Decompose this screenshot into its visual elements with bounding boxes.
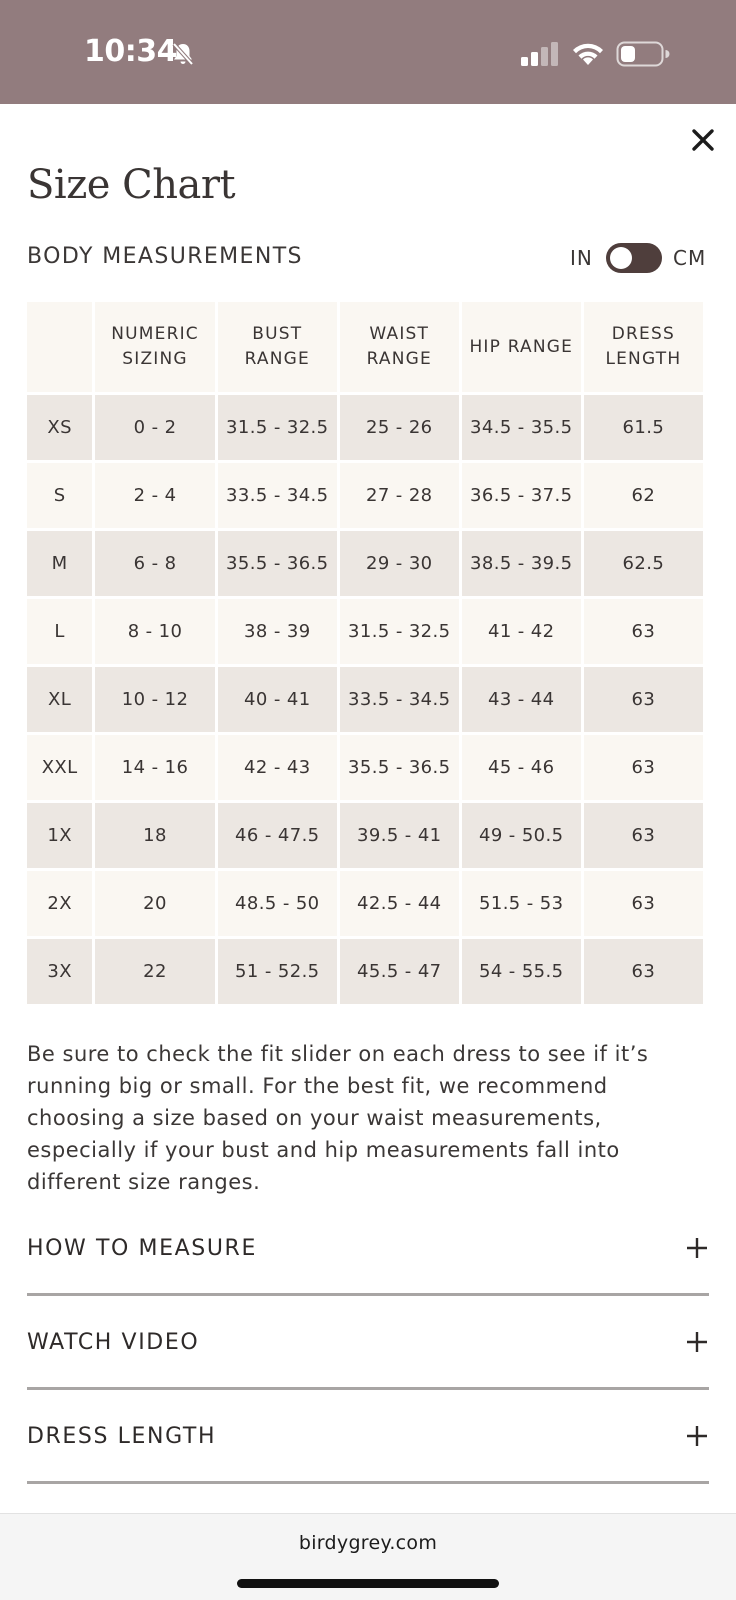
table-cell: 63 xyxy=(584,939,703,1004)
page-title: Size Chart xyxy=(27,162,236,208)
table-header-row xyxy=(27,302,703,392)
table-row xyxy=(27,667,703,732)
table-cell: 20 xyxy=(95,871,215,936)
table-cell: 36.5 - 37.5 xyxy=(462,463,581,528)
table-cell: 63 xyxy=(584,667,703,732)
size-label-cell: XXL xyxy=(27,735,92,800)
size-label-cell: 3X xyxy=(27,939,92,1004)
table-cell: 62.5 xyxy=(584,531,703,596)
table-header: DRESS LENGTH xyxy=(584,302,703,392)
table-cell: 34.5 - 35.5 xyxy=(462,395,581,460)
status-time: 10:34 xyxy=(84,34,177,69)
table-cell: 51 - 52.5 xyxy=(218,939,337,1004)
table-cell: 63 xyxy=(584,599,703,664)
table-row xyxy=(27,395,703,460)
size-label-cell: XL xyxy=(27,667,92,732)
accordion-label: WATCH VIDEO xyxy=(27,1330,200,1355)
size-label-cell: M xyxy=(27,531,92,596)
table-row xyxy=(27,599,703,664)
table-cell: 6 - 8 xyxy=(95,531,215,596)
table-cell: 63 xyxy=(584,735,703,800)
table-cell: 63 xyxy=(584,803,703,868)
table-cell: 48.5 - 50 xyxy=(218,871,337,936)
table-row xyxy=(27,871,703,936)
table-cell: 31.5 - 32.5 xyxy=(340,599,459,664)
close-icon[interactable] xyxy=(690,127,716,153)
home-indicator[interactable] xyxy=(237,1579,499,1588)
table-cell: 45 - 46 xyxy=(462,735,581,800)
table-cell: 46 - 47.5 xyxy=(218,803,337,868)
table-cell: 49 - 50.5 xyxy=(462,803,581,868)
table-cell: 29 - 30 xyxy=(340,531,459,596)
table-cell: 22 xyxy=(95,939,215,1004)
table-header: WAIST RANGE xyxy=(340,302,459,392)
table-cell: 40 - 41 xyxy=(218,667,337,732)
table-cell: 45.5 - 47 xyxy=(340,939,459,1004)
size-label-cell: S xyxy=(27,463,92,528)
bell-muted-icon xyxy=(170,41,196,67)
table-cell: 51.5 - 53 xyxy=(462,871,581,936)
size-label-cell: XS xyxy=(27,395,92,460)
table-cell: 39.5 - 41 xyxy=(340,803,459,868)
table-cell: 18 xyxy=(95,803,215,868)
plus-icon xyxy=(685,1236,709,1260)
table-cell: 14 - 16 xyxy=(95,735,215,800)
url-text[interactable]: birdygrey.com xyxy=(298,1532,438,1554)
accordion-dress-length[interactable] xyxy=(27,1390,709,1484)
toggle-knob xyxy=(610,247,632,269)
table-cell: 54 - 55.5 xyxy=(462,939,581,1004)
table-cell: 10 - 12 xyxy=(95,667,215,732)
table-cell: 61.5 xyxy=(584,395,703,460)
table-cell: 27 - 28 xyxy=(340,463,459,528)
table-header: HIP RANGE xyxy=(462,302,581,392)
table-cell: 43 - 44 xyxy=(462,667,581,732)
table-row xyxy=(27,735,703,800)
fit-note: Be sure to check the fit slider on each dress to see if it’s running big or small. For the best fit, we recommend choosing a size based on your waist measurements, especially if your bust and hip measurements fall into different size ranges. xyxy=(27,1042,649,1194)
size-label-cell: L xyxy=(27,599,92,664)
table-cell: 35.5 - 36.5 xyxy=(340,735,459,800)
table-cell: 0 - 2 xyxy=(95,395,215,460)
accordion-how-to-measure[interactable] xyxy=(27,1202,709,1296)
table-cell: 33.5 - 34.5 xyxy=(340,667,459,732)
table-cell: 42 - 43 xyxy=(218,735,337,800)
table-cell: 35.5 - 36.5 xyxy=(218,531,337,596)
unit-label-cm: CM xyxy=(673,246,707,270)
section-heading: BODY MEASUREMENTS xyxy=(27,244,303,269)
status-bar xyxy=(0,0,736,104)
plus-icon xyxy=(685,1330,709,1354)
size-label-cell: 2X xyxy=(27,871,92,936)
accordion-watch-video[interactable] xyxy=(27,1296,709,1390)
cellular-signal-icon xyxy=(521,41,559,67)
accordion-label: HOW TO MEASURE xyxy=(27,1236,257,1261)
table-cell: 38.5 - 39.5 xyxy=(462,531,581,596)
table-cell: 31.5 - 32.5 xyxy=(218,395,337,460)
table-row xyxy=(27,803,703,868)
table-cell: 2 - 4 xyxy=(95,463,215,528)
table-cell: 8 - 10 xyxy=(95,599,215,664)
table-cell: 62 xyxy=(584,463,703,528)
table-cell: 41 - 42 xyxy=(462,599,581,664)
wifi-icon xyxy=(570,39,606,67)
plus-icon xyxy=(685,1424,709,1448)
table-row xyxy=(27,531,703,596)
accordion-label: DRESS LENGTH xyxy=(27,1424,217,1449)
table-header: NUMERIC SIZING xyxy=(95,302,215,392)
table-cell: 42.5 - 44 xyxy=(340,871,459,936)
table-cell: 33.5 - 34.5 xyxy=(218,463,337,528)
unit-label-in: IN xyxy=(570,246,593,270)
table-row xyxy=(27,939,703,1004)
size-table xyxy=(24,299,706,1007)
battery-icon xyxy=(616,40,670,68)
table-header xyxy=(27,302,92,392)
table-header: BUST RANGE xyxy=(218,302,337,392)
table-cell: 63 xyxy=(584,871,703,936)
size-label-cell: 1X xyxy=(27,803,92,868)
table-cell: 38 - 39 xyxy=(218,599,337,664)
table-row xyxy=(27,463,703,528)
unit-toggle[interactable] xyxy=(606,243,662,273)
browser-address-bar xyxy=(0,1513,736,1600)
table-cell: 25 - 26 xyxy=(340,395,459,460)
